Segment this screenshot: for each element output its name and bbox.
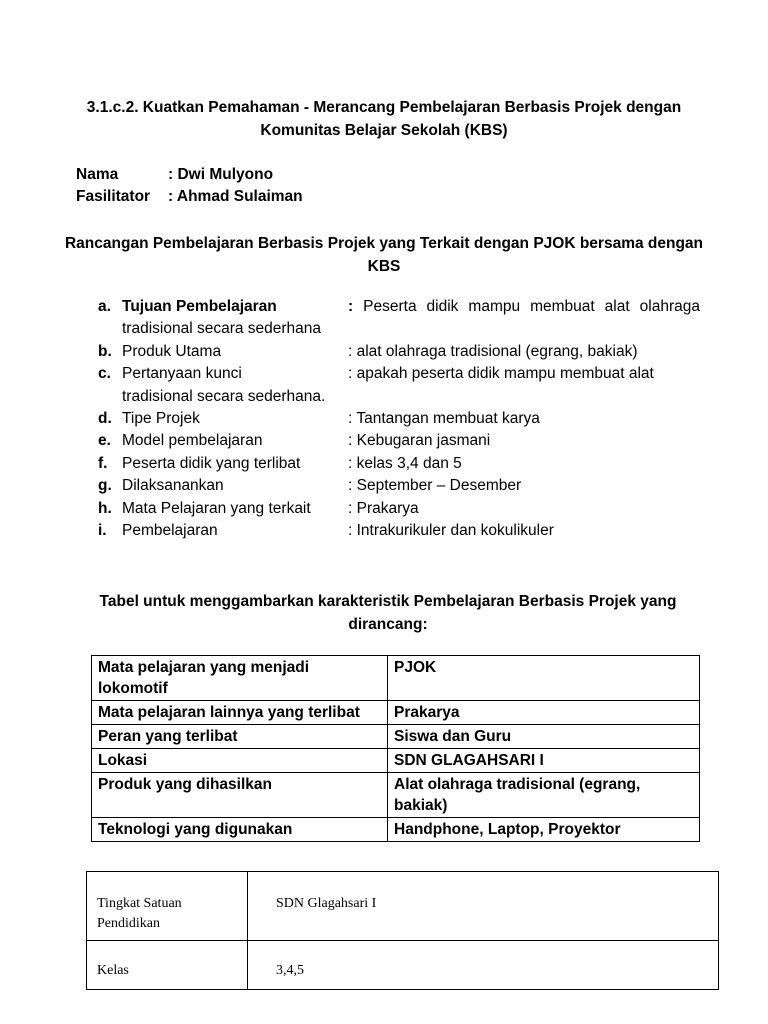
plan-item-g (98, 475, 700, 497)
plan-letter: i. (98, 522, 107, 540)
table-row (92, 725, 700, 749)
table-value-cell: Alat olahraga tradisional (egrang, bakiak) (388, 773, 700, 818)
plan-item-c (98, 363, 700, 408)
plan-value: : Kebugaran jasmani (348, 432, 491, 450)
unit-value-cell: 3,4,5 (248, 941, 719, 990)
document-title (60, 96, 708, 142)
title-line-2: Komunitas Belajar Sekolah (KBS) (260, 122, 508, 139)
unit-value-cell: SDN Glagahsari I (248, 872, 719, 941)
plan-label: Model pembelajaran (122, 432, 263, 450)
table-caption (80, 590, 696, 636)
plan-value: : September – Desember (348, 477, 522, 495)
table-row (92, 818, 700, 842)
plan-label: Pertanyaan kunci (122, 365, 242, 383)
table-key-cell: Lokasi (92, 749, 388, 773)
table-value-cell: Prakarya (388, 701, 700, 725)
plan-label: Peserta didik yang terlibat (122, 454, 301, 472)
facilitator-label: Fasilitator (76, 188, 151, 205)
facilitator-row (76, 186, 303, 208)
plan-label: Tipe Projek (122, 410, 200, 428)
plan-item-e (98, 430, 700, 452)
plan-label: Pembelajaran (122, 522, 218, 540)
title-line-1: 3.1.c.2. Kuatkan Pemahaman - Merancang Pembelajaran Berbasis Projek dengan (86, 99, 682, 116)
unit-key-cell: Tingkat Satuan Pendidikan (87, 872, 248, 941)
plan-value: : alat olahraga tradisional (egrang, bakiak) (348, 342, 638, 360)
table-row (87, 941, 719, 990)
table-key-cell: Mata pelajaran lainnya yang terlibat (92, 701, 388, 725)
plan-value: : Tantangan membuat karya (348, 410, 540, 428)
plan-value: : kelas 3,4 dan 5 (348, 454, 462, 472)
plan-item-h (98, 498, 700, 520)
unit-table (86, 871, 719, 990)
table-row (92, 656, 700, 701)
subtitle-line-1: Rancangan Pembelajaran Berbasis Projek yang Terkait dengan PJOK bersama dengan (64, 235, 704, 252)
plan-continuation: tradisional secara sederhana (122, 320, 322, 338)
name-label: Nama (76, 166, 119, 183)
plan-continuation: tradisional secara sederhana. (122, 387, 326, 405)
characteristics-table (91, 655, 700, 842)
table-row (92, 749, 700, 773)
table-row (92, 701, 700, 725)
plan-label: Dilaksanankan (122, 477, 224, 495)
table-key-cell: Peran yang terlibat (92, 725, 388, 749)
plan-letter: a. (98, 298, 111, 315)
table-value-cell: SDN GLAGAHSARI I (388, 749, 700, 773)
table-key-cell: Produk yang dihasilkan (92, 773, 388, 818)
section-subtitle (60, 232, 708, 278)
plan-colon: : (348, 298, 354, 315)
plan-item-a (98, 296, 700, 341)
plan-letter: d. (98, 410, 112, 428)
plan-letter: e. (98, 432, 111, 450)
name-value: : Dwi Mulyono (168, 166, 274, 183)
plan-letter: c. (98, 365, 111, 383)
name-row (76, 164, 303, 186)
plan-letter: b. (98, 342, 112, 360)
plan-letter: h. (98, 499, 112, 517)
plan-value: : apakah peserta didik mampu membuat alat (348, 365, 654, 383)
plan-value-text: Peserta didik mampu membuat alat olahraga (363, 298, 700, 315)
plan-value: : Prakarya (348, 499, 419, 517)
table-caption-line-1: Tabel untuk menggambarkan karakteristik Pembelajaran Berbasis Projek yang (99, 593, 677, 610)
plan-value (348, 296, 700, 318)
facilitator-value: : Ahmad Sulaiman (168, 188, 303, 205)
subtitle-line-2: KBS (367, 258, 401, 275)
table-value-cell: PJOK (388, 656, 700, 701)
plan-item-d (98, 408, 700, 430)
table-value-cell: Handphone, Laptop, Proyektor (388, 818, 700, 842)
plan-list (98, 296, 700, 542)
table-key-cell: Mata pelajaran yang menjadi lokomotif (92, 656, 388, 701)
plan-item-f (98, 453, 700, 475)
plan-letter: g. (98, 477, 112, 495)
table-row (87, 872, 719, 941)
plan-item-b (98, 341, 700, 363)
plan-value: : Intrakurikuler dan kokulikuler (348, 522, 554, 540)
plan-label: Mata Pelajaran yang terkait (122, 499, 311, 517)
plan-item-i (98, 520, 700, 542)
unit-key-cell: Kelas (87, 941, 248, 990)
plan-label: Produk Utama (122, 342, 222, 360)
plan-label: Tujuan Pembelajaran (122, 298, 277, 315)
table-key-cell: Teknologi yang digunakan (92, 818, 388, 842)
table-value-cell: Siswa dan Guru (388, 725, 700, 749)
plan-letter: f. (98, 454, 108, 472)
table-row (92, 773, 700, 818)
identity-block (76, 164, 303, 208)
table-caption-line-2: dirancang: (348, 616, 428, 633)
